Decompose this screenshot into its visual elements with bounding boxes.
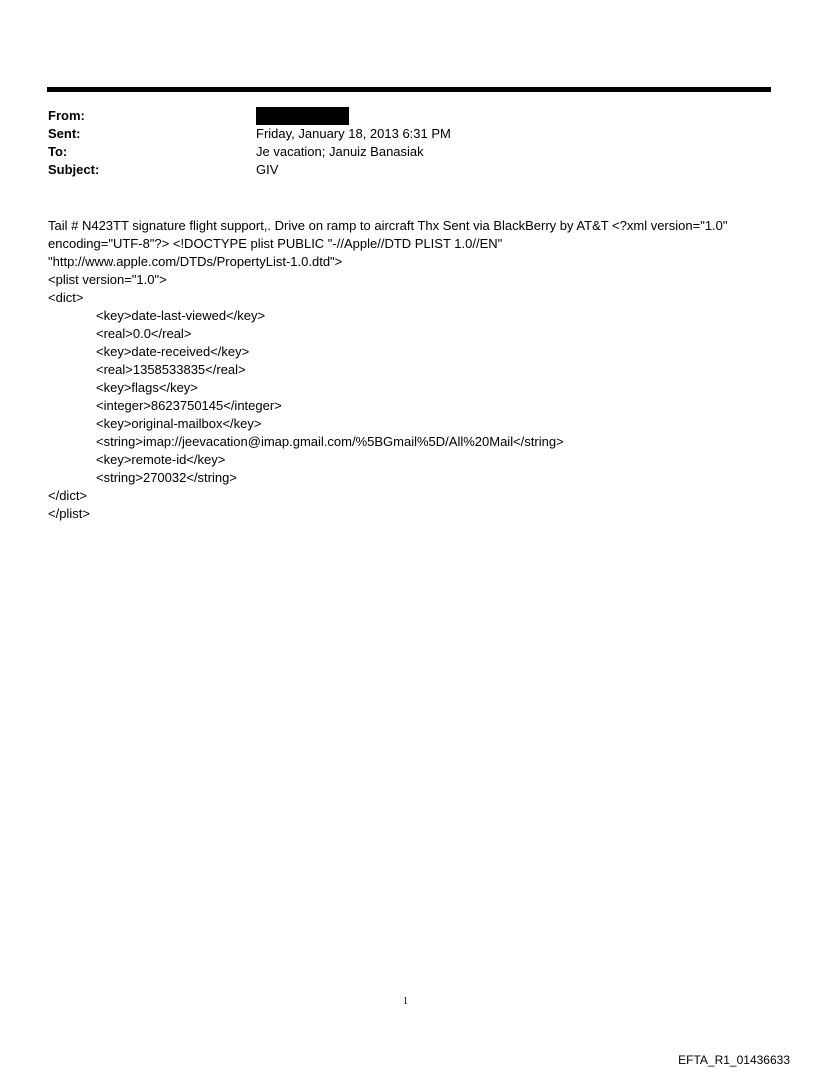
subject-row <box>48 161 451 179</box>
plist-line: <key>original-mailbox</key> <box>96 416 262 431</box>
from-value <box>256 107 349 126</box>
to-label: To: <box>48 144 68 159</box>
sent-value: Friday, January 18, 2013 6:31 PM <box>256 126 451 141</box>
document-id: EFTA_R1_01436633 <box>678 1053 790 1067</box>
subject-label: Subject: <box>48 162 100 177</box>
body-line: Tail # N423TT signature flight support,. Drive on ramp to aircraft Thx Sent via BlackBerry by AT&T <?xml version="1.0" <box>48 218 728 233</box>
to-row <box>48 143 451 161</box>
header-divider <box>47 87 771 92</box>
from-label: From: <box>48 108 85 123</box>
sent-row <box>48 125 451 143</box>
plist-line: <real>0.0</real> <box>96 326 192 341</box>
from-row <box>48 107 451 125</box>
body-line: encoding="UTF-8"?> <!DOCTYPE plist PUBLIC "-//Apple//DTD PLIST 1.0//EN" <box>48 236 503 251</box>
plist-line: <real>1358533835</real> <box>96 362 246 377</box>
body-line: </dict> <box>48 488 88 503</box>
body-line: <dict> <box>48 290 84 305</box>
page-number: 1 <box>403 996 408 1007</box>
body-line: </plist> <box>48 506 90 521</box>
subject-value: GIV <box>256 162 279 177</box>
body-line: <plist version="1.0"> <box>48 272 167 287</box>
plist-line: <key>date-received</key> <box>96 344 250 359</box>
redaction-box <box>256 107 349 125</box>
plist-line: <string>imap://jeevacation@imap.gmail.com/%5BGmail%5D/All%20Mail</string> <box>96 434 564 449</box>
email-header <box>48 107 451 179</box>
plist-line: <key>flags</key> <box>96 380 198 395</box>
plist-line: <key>date-last-viewed</key> <box>96 308 266 323</box>
body-line: "http://www.apple.com/DTDs/PropertyList-1.0.dtd"> <box>48 254 343 269</box>
sent-label: Sent: <box>48 126 81 141</box>
plist-line: <string>270032</string> <box>96 470 237 485</box>
to-value: Je vacation; Januiz Banasiak <box>256 144 424 159</box>
email-body <box>48 217 783 523</box>
plist-line: <key>remote-id</key> <box>96 452 226 467</box>
plist-line: <integer>8623750145</integer> <box>96 398 282 413</box>
